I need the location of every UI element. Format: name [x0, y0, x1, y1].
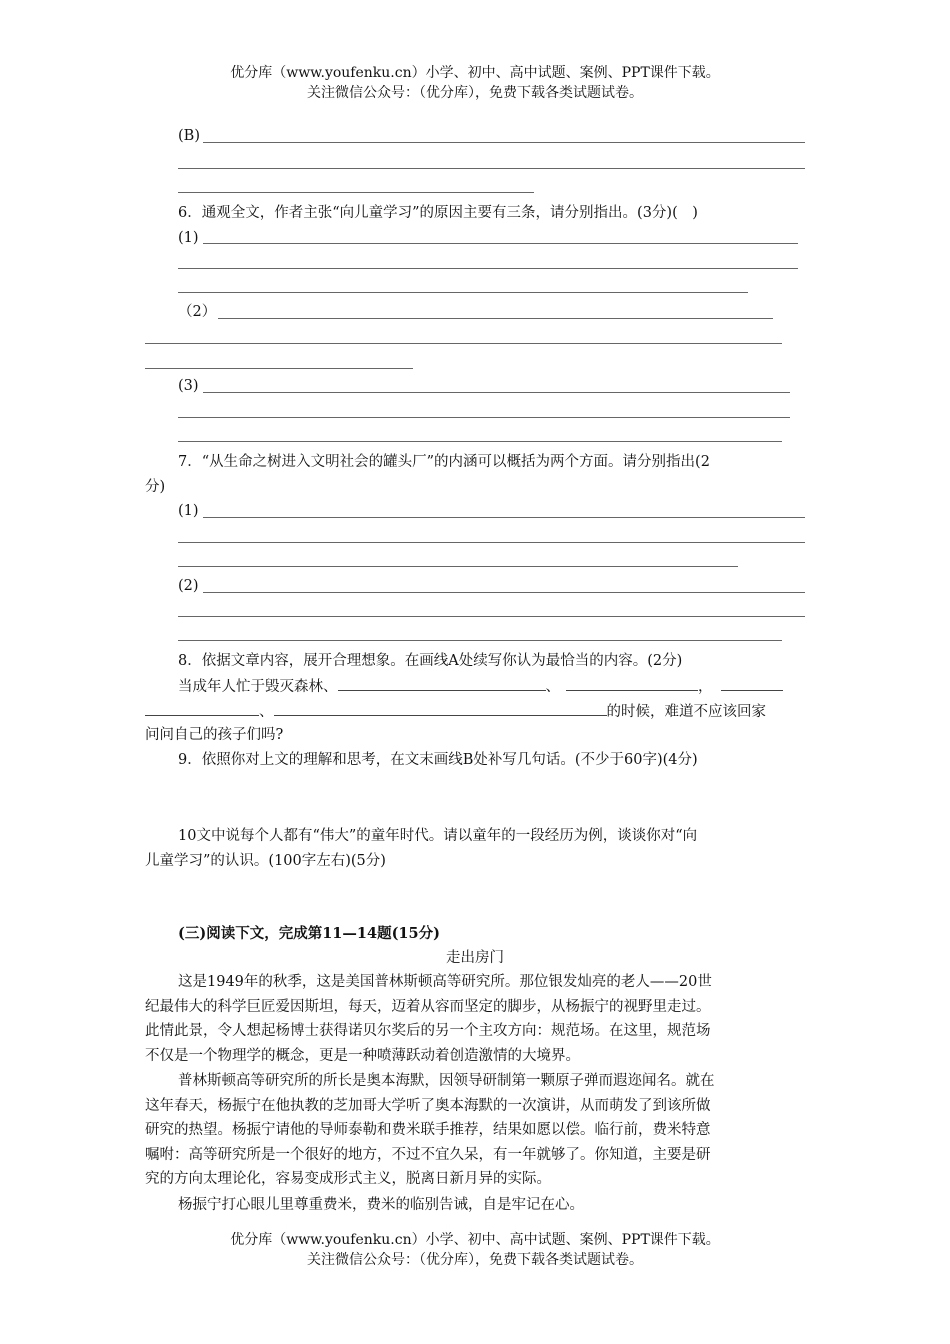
q8-fill-line-1: [178, 676, 783, 697]
section-3-heading: (三)阅读下文，完成第11—14题(15分): [178, 925, 440, 942]
q10-stem-line-2: 儿童学习”的认识。(100字左右)(5分): [145, 853, 386, 869]
footer-line-1: 优分库（www.youfenku.cn）小学、初中、高中试题、案例、PPT课件下载。: [230, 1232, 720, 1248]
passage-para-1-line-1: 这是1949年的秋季，这是美国普林斯顿高等研究所。那位银发灿亮的老人——20世: [178, 974, 712, 990]
answer-line[interactable]: [178, 292, 748, 293]
answer-line[interactable]: [178, 616, 805, 617]
q7-stem-line-1: 7．“从生命之树进入文明社会的罐头厂”的内涵可以概括为两个方面。请分别指出(2: [178, 454, 710, 470]
passage-para-1-line-4: 不仅是一个物理学的概念，更是一种喷薄跃动着创造激情的大境界。: [145, 1048, 580, 1064]
passage-para-2-line-1: 普林斯顿高等研究所的所长是奥本海默，因领导研制第一颗原子弹而遐迩闻名。就在: [178, 1073, 715, 1089]
answer-line[interactable]: [178, 168, 805, 169]
passage-title: 走出房门: [446, 950, 504, 966]
answer-line[interactable]: [218, 318, 773, 319]
q8-sep: ，: [698, 679, 713, 695]
q6-answer-2-label: （2）: [178, 304, 217, 320]
answer-line[interactable]: [203, 142, 805, 143]
header-line-1: 优分库（www.youfenku.cn）小学、初中、高中试题、案例、PPT课件下载。: [230, 65, 720, 81]
answer-line[interactable]: [178, 542, 805, 543]
q5b-label: (B): [178, 128, 200, 144]
q8-text-start: 当成年人忙于毁灭森林、: [178, 679, 338, 695]
answer-line[interactable]: [178, 268, 798, 269]
q8-blank-1[interactable]: [338, 676, 546, 691]
q7-stem-line-2: 分): [145, 479, 166, 495]
passage-para-1-line-2: 纪最伟大的科学巨匠爱因斯坦，每天，迈着从容而坚定的脚步，从杨振宁的视野里走过。: [145, 999, 711, 1015]
q8-blank-4[interactable]: [145, 701, 259, 716]
q6-stem: 6．通观全文，作者主张“向儿童学习”的原因主要有三条，请分别指出。(3分)( ): [178, 205, 698, 221]
q7-answer-2-label: (2): [178, 578, 199, 594]
passage-para-2-line-3: 研究的热望。杨振宁请他的导师泰勒和费米联手推荐，结果如愿以偿。临行前，费米特意: [145, 1122, 711, 1138]
passage-para-1-line-3: 此情此景，令人想起杨博士获得诺贝尔奖后的另一个主攻方向：规范场。在这里，规范场: [145, 1023, 711, 1039]
answer-line[interactable]: [178, 566, 738, 567]
q8-text-line-3: 问问自己的孩子们吗?: [145, 727, 284, 743]
answer-line[interactable]: [203, 243, 798, 244]
answer-line[interactable]: [178, 640, 782, 641]
q8-blank-2[interactable]: [566, 676, 698, 691]
q8-text-end: 的时候，难道不应该回家: [606, 704, 766, 720]
q10-stem-line-1: 10文中说每个人都有“伟大”的童年时代。请以童年的一段经历为例，谈谈你对“向: [178, 828, 698, 844]
q8-stem: 8．依据文章内容，展开合理想象。在画线A处续写你认为最恰当的内容。(2分): [178, 653, 683, 669]
footer-line-2: 关注微信公众号：（优分库），免费下载各类试题试卷。: [307, 1252, 643, 1268]
answer-line[interactable]: [178, 417, 790, 418]
q8-blank-3[interactable]: [721, 676, 783, 691]
q6-answer-1-label: (1): [178, 230, 199, 246]
answer-line[interactable]: [203, 392, 790, 393]
answer-line[interactable]: [145, 368, 413, 369]
answer-line[interactable]: [178, 192, 534, 193]
passage-para-3: 杨振宁打心眼儿里尊重费米，费米的临别告诫，自是牢记在心。: [178, 1197, 584, 1213]
passage-para-2-line-2: 这年春天，杨振宁在他执教的芝加哥大学听了奥本海默的一次演讲，从而萌发了到该所做: [145, 1098, 711, 1114]
header-line-2: 关注微信公众号：（优分库），免费下载各类试题试卷。: [307, 85, 643, 101]
q7-answer-1-label: (1): [178, 503, 199, 519]
passage-para-2-line-5: 究的方向太理论化，容易变成形式主义，脱离日新月异的实际。: [145, 1171, 551, 1187]
answer-line[interactable]: [145, 343, 782, 344]
passage-para-2-line-4: 嘱咐：高等研究所是一个很好的地方，不过不宜久呆，有一年就够了。你知道，主要是研: [145, 1147, 711, 1163]
q9-stem: 9．依照你对上文的理解和思考，在文末画线B处补写几句话。(不少于60字)(4分): [178, 752, 698, 768]
q8-blank-5[interactable]: [274, 701, 607, 716]
answer-line[interactable]: [203, 517, 805, 518]
answer-line[interactable]: [178, 441, 782, 442]
q6-answer-3-label: (3): [178, 378, 199, 394]
q8-sep: 、: [545, 679, 560, 695]
answer-line[interactable]: [203, 592, 805, 593]
q8-fill-line-2: [145, 701, 766, 722]
q8-sep: 、: [259, 704, 274, 720]
